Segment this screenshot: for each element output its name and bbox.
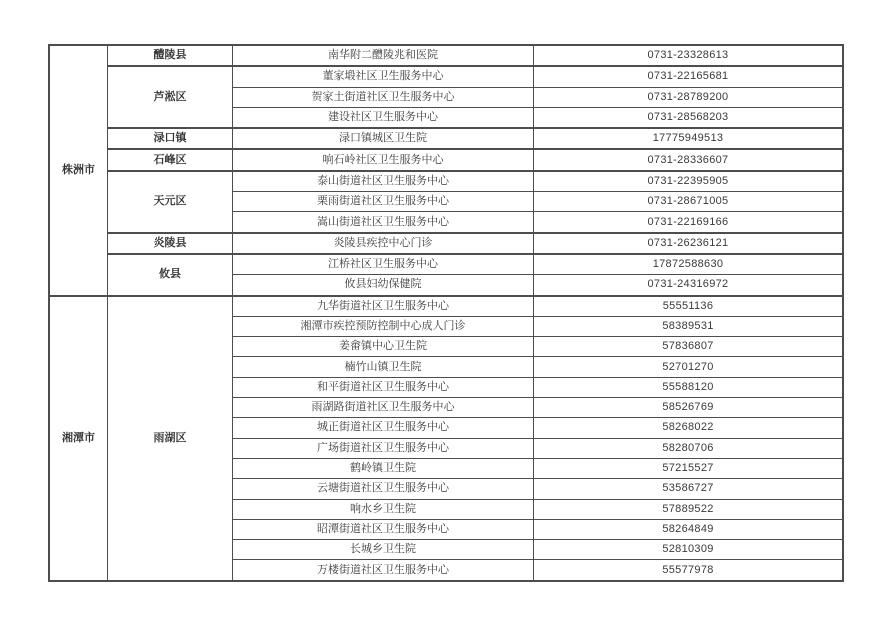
institution-cell: 栗雨街道社区卫生服务中心 <box>233 192 534 212</box>
phone-cell: 53586727 <box>534 479 844 499</box>
institution-cell: 姜畲镇中心卫生院 <box>233 337 534 357</box>
district-cell: 渌口镇 <box>108 128 233 149</box>
institution-cell: 湘潭市疾控预防控制中心成人门诊 <box>233 316 534 336</box>
institution-cell: 万楼街道社区卫生服务中心 <box>233 560 534 581</box>
institution-cell: 江桥社区卫生服务中心 <box>233 254 534 275</box>
table-row <box>49 66 843 87</box>
table-row <box>49 171 843 192</box>
table-row <box>49 149 843 170</box>
phone-cell: 0731-22395905 <box>534 171 844 192</box>
phone-cell: 58268022 <box>534 418 844 438</box>
district-cell: 醴陵县 <box>108 45 233 66</box>
phone-cell: 57889522 <box>534 499 844 519</box>
phone-cell: 52810309 <box>534 540 844 560</box>
institution-cell: 云塘街道社区卫生服务中心 <box>233 479 534 499</box>
phone-cell: 0731-22165681 <box>534 66 844 87</box>
institution-cell: 和平街道社区卫生服务中心 <box>233 377 534 397</box>
phone-cell: 0731-24316972 <box>534 275 844 296</box>
institution-cell: 渌口镇城区卫生院 <box>233 128 534 149</box>
phone-cell: 17775949513 <box>534 128 844 149</box>
phone-cell: 58389531 <box>534 316 844 336</box>
phone-cell: 55551136 <box>534 296 844 317</box>
phone-cell: 55577978 <box>534 560 844 581</box>
institution-cell: 广场街道社区卫生服务中心 <box>233 438 534 458</box>
institution-cell: 响石岭社区卫生服务中心 <box>233 149 534 170</box>
institution-cell: 响水乡卫生院 <box>233 499 534 519</box>
phone-cell: 0731-28336607 <box>534 149 844 170</box>
city-cell: 株洲市 <box>49 45 108 296</box>
institution-cell: 昭潭街道社区卫生服务中心 <box>233 519 534 539</box>
institution-cell: 城正街道社区卫生服务中心 <box>233 418 534 438</box>
district-cell: 天元区 <box>108 171 233 233</box>
table-row <box>49 233 843 254</box>
phone-cell: 52701270 <box>534 357 844 377</box>
district-cell: 雨湖区 <box>108 296 233 581</box>
table-row <box>49 254 843 275</box>
institution-cell: 泰山街道社区卫生服务中心 <box>233 171 534 192</box>
institution-cell: 楠竹山镇卫生院 <box>233 357 534 377</box>
table-row <box>49 128 843 149</box>
table-container <box>48 44 844 582</box>
institution-cell: 长城乡卫生院 <box>233 540 534 560</box>
table-body <box>49 45 843 581</box>
district-cell: 石峰区 <box>108 149 233 170</box>
institution-cell: 建设社区卫生服务中心 <box>233 107 534 128</box>
city-cell: 湘潭市 <box>49 296 108 581</box>
table-row <box>49 45 843 66</box>
institution-cell: 炎陵县疾控中心门诊 <box>233 233 534 254</box>
institution-cell: 鹤岭镇卫生院 <box>233 458 534 478</box>
institution-cell: 南华附二醴陵兆和医院 <box>233 45 534 66</box>
institution-cell: 攸县妇幼保健院 <box>233 275 534 296</box>
institution-cell: 雨湖路街道社区卫生服务中心 <box>233 398 534 418</box>
institution-cell: 贺家土街道社区卫生服务中心 <box>233 87 534 107</box>
phone-cell: 17872588630 <box>534 254 844 275</box>
phone-cell: 58280706 <box>534 438 844 458</box>
phone-cell: 0731-23328613 <box>534 45 844 66</box>
phone-cell: 0731-28568203 <box>534 107 844 128</box>
phone-cell: 0731-28789200 <box>534 87 844 107</box>
phone-cell: 57215527 <box>534 458 844 478</box>
district-cell: 芦淞区 <box>108 66 233 128</box>
phone-cell: 0731-28671005 <box>534 192 844 212</box>
health-centers-table <box>48 44 844 582</box>
institution-cell: 董家塅社区卫生服务中心 <box>233 66 534 87</box>
phone-cell: 55588120 <box>534 377 844 397</box>
institution-cell: 嵩山街道社区卫生服务中心 <box>233 212 534 233</box>
phone-cell: 58526769 <box>534 398 844 418</box>
district-cell: 攸县 <box>108 254 233 296</box>
phone-cell: 0731-22169166 <box>534 212 844 233</box>
institution-cell: 九华街道社区卫生服务中心 <box>233 296 534 317</box>
district-cell: 炎陵县 <box>108 233 233 254</box>
phone-cell: 58264849 <box>534 519 844 539</box>
table-row <box>49 296 843 317</box>
phone-cell: 57836807 <box>534 337 844 357</box>
phone-cell: 0731-26236121 <box>534 233 844 254</box>
